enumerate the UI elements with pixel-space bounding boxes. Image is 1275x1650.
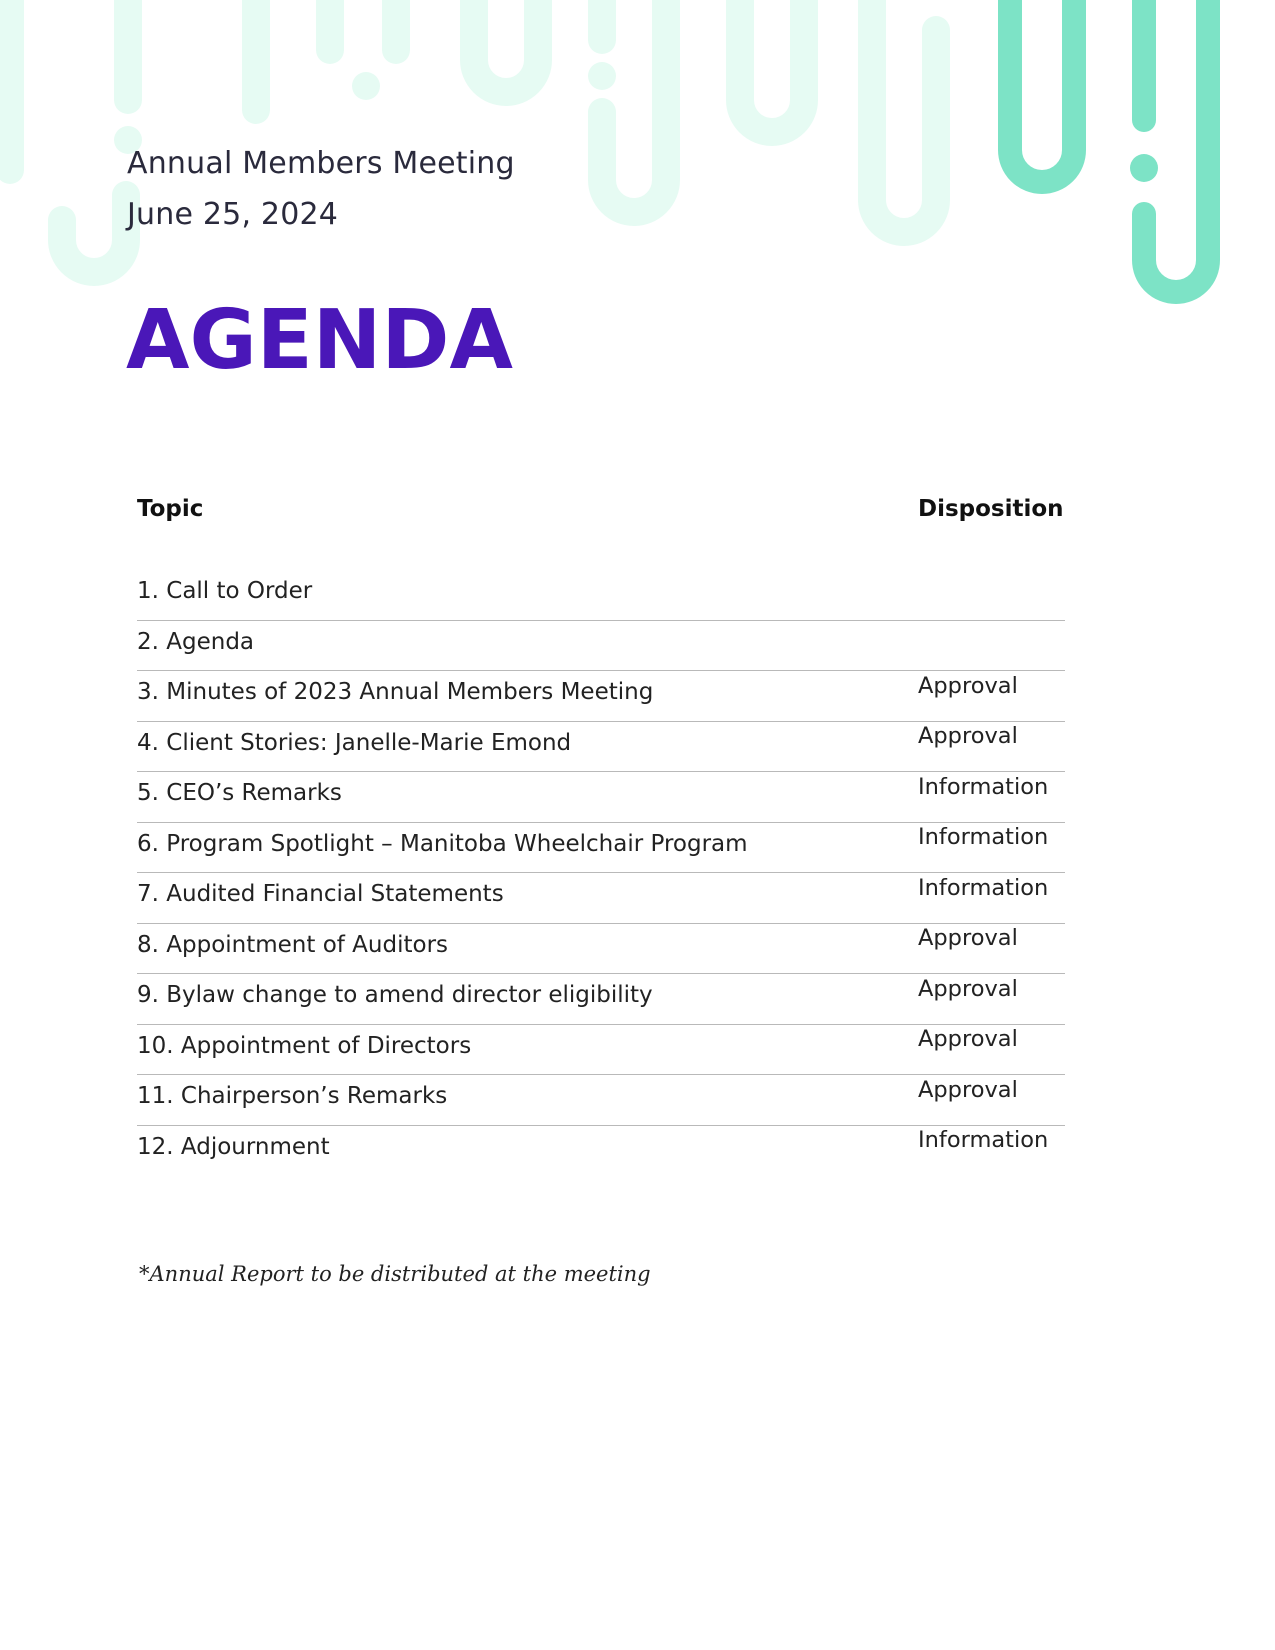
agenda-topic: 1. Call to Order [137,578,313,604]
agenda-disposition: Approval [918,1026,1018,1052]
footnote: *Annual Report to be distributed at the meeting [139,1262,651,1286]
agenda-topic: 5. CEO’s Remarks [137,780,342,806]
column-header-disposition: Disposition [918,496,1064,522]
agenda-table [137,570,1065,1176]
agenda-topic: 2. Agenda [137,628,255,655]
agenda-topic: 7. Audited Financial Statements [137,881,504,907]
meeting-date: June 25, 2024 [127,197,339,232]
agenda-topic: 11. Chairperson’s Remarks [137,1083,448,1109]
agenda-disposition: Approval [918,925,1018,951]
table-row [137,570,1065,621]
table-row [137,1126,1065,1177]
agenda-topic: 4. Client Stories: Janelle-Marie Emond [137,729,572,756]
agenda-disposition: Information [918,773,1049,800]
agenda-topic: 9. Bylaw change to amend director eligibility [137,982,653,1008]
meeting-name: Annual Members Meeting [127,146,515,181]
agenda-disposition: Information [918,874,1049,901]
agenda-topic: 10. Appointment of Directors [137,1032,472,1059]
agenda-disposition: Approval [918,723,1018,749]
agenda-topic: 8. Appointment of Auditors [137,931,449,958]
column-header-topic: Topic [137,496,204,522]
agenda-topic: 3. Minutes of 2023 Annual Members Meeting [137,679,654,705]
agenda-disposition: Approval [918,975,1018,1002]
agenda-disposition: Information [918,824,1049,850]
agenda-disposition: Approval [918,672,1018,699]
agenda-disposition: Information [918,1127,1049,1153]
agenda-disposition: Approval [918,1076,1018,1103]
page-title: AGENDA [126,293,513,388]
agenda-topic: 6. Program Spotlight – Manitoba Wheelchair Program [137,830,748,857]
agenda-topic: 12. Adjournment [137,1133,330,1160]
